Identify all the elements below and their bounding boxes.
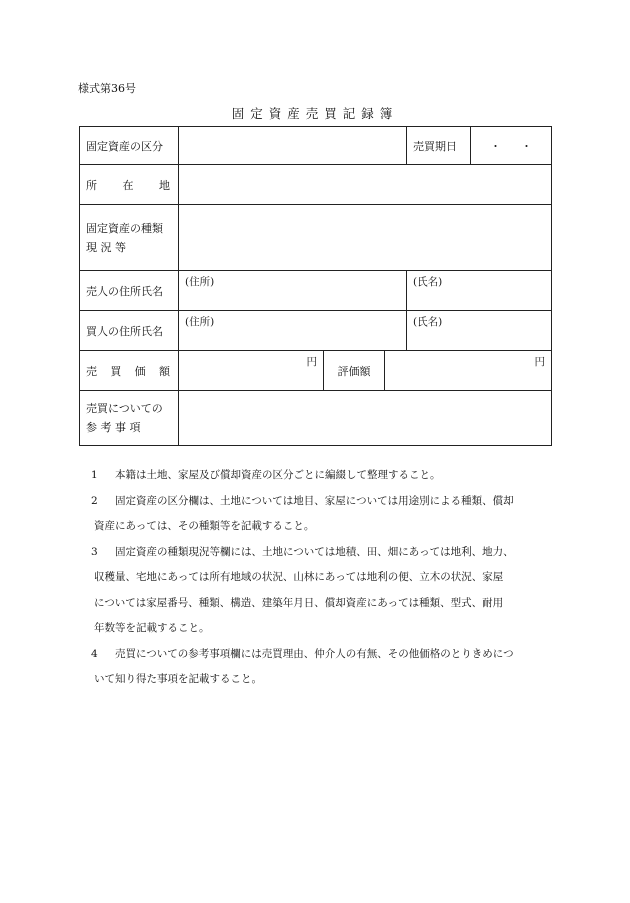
location-field[interactable] bbox=[179, 165, 552, 205]
assessed-value-field[interactable] bbox=[385, 351, 552, 391]
row-seller bbox=[80, 271, 552, 311]
note-continuation: 資産にあっては、その種類等を記載すること。 bbox=[94, 520, 315, 532]
yen-unit: 円 bbox=[306, 356, 317, 368]
assessed-value-label: 評価額 bbox=[324, 351, 385, 391]
note-continuation: 年数等を記載すること。 bbox=[94, 622, 210, 634]
date-separator: ・ bbox=[490, 139, 502, 153]
row-reference bbox=[80, 391, 552, 446]
seller-name-field[interactable] bbox=[407, 271, 552, 311]
row-asset-type bbox=[80, 205, 552, 271]
name-hint: (氏名) bbox=[413, 316, 443, 328]
seller-label: 売人の住所氏名 bbox=[80, 271, 179, 311]
buyer-label: 買人の住所氏名 bbox=[80, 311, 179, 351]
note-continuation: 収穫量、宅地にあっては所有地域の状況、山林にあっては地利の便、立木の状況、家屋 bbox=[94, 571, 504, 583]
name-hint: (氏名) bbox=[413, 276, 443, 288]
asset-category-field[interactable] bbox=[179, 127, 407, 165]
note-item: 2 固定資産の区分欄は、土地については地目、家屋については用途別による種類、償却 bbox=[91, 494, 514, 507]
buyer-name-field[interactable] bbox=[407, 311, 552, 351]
page-title: 固定資産売買記録簿 bbox=[231, 106, 399, 121]
location-label: 所 在 地 bbox=[80, 165, 179, 205]
address-hint: (住所) bbox=[185, 316, 215, 328]
note-item: 3 固定資産の種類現況等欄には、土地については地積、田、畑にあっては地利、地力、 bbox=[91, 545, 514, 558]
sale-date-field[interactable] bbox=[471, 127, 552, 165]
row-location bbox=[80, 165, 552, 205]
sale-date-label: 売買期日 bbox=[407, 127, 471, 165]
note-item: 4 売買についての参考事項欄には売買理由、仲介人の有無、その他価格のとりきめにつ bbox=[91, 647, 514, 660]
notes bbox=[79, 463, 559, 693]
record-table bbox=[79, 126, 552, 446]
date-separator: ・ bbox=[521, 139, 533, 153]
reference-field[interactable] bbox=[179, 391, 552, 446]
yen-unit: 円 bbox=[534, 356, 546, 368]
note-continuation: については家屋番号、種類、構造、建築年月日、償却資産にあっては種類、型式、耐用 bbox=[94, 596, 504, 609]
seller-address-field[interactable] bbox=[179, 271, 407, 311]
price-field[interactable] bbox=[179, 351, 324, 391]
reference-label: 売買についての 参 考 事 項 bbox=[80, 391, 179, 446]
note-continuation: いて知り得た事項を記載すること。 bbox=[94, 673, 262, 685]
price-label: 売 買 価 額 bbox=[80, 351, 179, 391]
row-buyer bbox=[80, 311, 552, 351]
form-number: 様式第36号 bbox=[78, 82, 136, 95]
note-item: 1 本籍は土地、家屋及び償却資産の区分ごとに編綴して整理すること。 bbox=[91, 469, 441, 481]
asset-type-label: 固定資産の種類 現 況 等 bbox=[80, 205, 179, 271]
address-hint: (住所) bbox=[185, 276, 215, 288]
buyer-address-field[interactable] bbox=[179, 311, 407, 351]
asset-type-field[interactable] bbox=[179, 205, 552, 271]
asset-category-label: 固定資産の区分 bbox=[80, 127, 179, 165]
row-asset-category bbox=[80, 127, 552, 165]
row-price bbox=[80, 351, 552, 391]
